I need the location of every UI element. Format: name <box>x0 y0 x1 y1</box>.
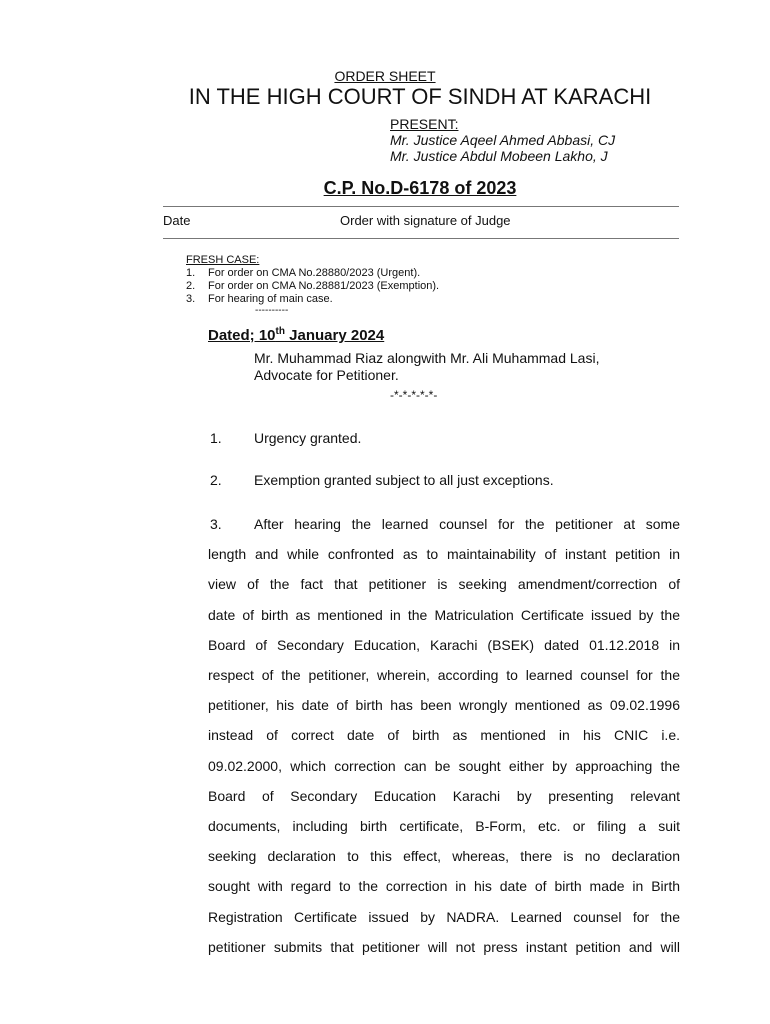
divider <box>163 232 679 239</box>
order-sheet-heading: ORDER SHEET <box>334 68 436 84</box>
body-line: Board of Secondary Education Karachi by presenting relevant <box>208 787 680 804</box>
body-line: instead of correct date of birth as mentioned in his CNIC i.e. <box>208 727 680 744</box>
separator: -*-*-*-*-*- <box>390 388 438 402</box>
item-number: 2. <box>186 280 196 292</box>
body-line: 09.02.2000, which correction can be sought either by approaching the <box>208 757 680 774</box>
item-text: For order on CMA No.28881/2023 (Exemption). <box>208 280 440 292</box>
fresh-case-label: FRESH CASE: <box>186 254 260 266</box>
paragraph-number: 1. <box>210 430 222 446</box>
fresh-case-block <box>186 254 439 306</box>
list-item <box>186 267 439 280</box>
body-line: petitioner, his date of birth has been wrongly mentioned as 09.02.1996 <box>208 697 680 714</box>
case-number: C.P. No.D-6178 of 2023 <box>323 178 517 198</box>
counsel-line: Mr. Muhammad Riaz alongwith Mr. Ali Muhammad Lasi, <box>254 350 600 366</box>
body-line: length and while confronted as to maintainability of instant petition in <box>208 546 680 563</box>
body-line: Board of Secondary Education, Karachi (BSEK) dated 01.12.2018 in <box>208 636 680 653</box>
paragraph-number: 3. <box>210 516 222 532</box>
order-column-header: Order with signature of Judge <box>340 213 511 228</box>
item-text: For order on CMA No.28880/2023 (Urgent). <box>208 267 421 279</box>
body-line: After hearing the learned counsel for the petitioner at some <box>254 516 680 532</box>
paragraph-number: 2. <box>210 472 222 488</box>
divider <box>163 200 679 207</box>
paragraph-text: Exemption granted subject to all just exceptions. <box>254 472 554 488</box>
body-line: documents, including birth certificate, B-Form, etc. or filing a suit <box>208 818 680 834</box>
body-line: petitioner submits that petitioner will not press instant petition and will <box>208 938 680 955</box>
date-suffix: January 2024 <box>284 327 385 344</box>
body-line: sought with regard to the correction in his date of birth made in Birth <box>208 878 680 895</box>
paragraph-text: Urgency granted. <box>254 430 362 446</box>
counsel-line: Advocate for Petitioner. <box>254 367 399 383</box>
item-number: 3. <box>186 293 196 305</box>
date-superscript: th <box>275 326 285 337</box>
judge-name: Mr. Justice Abdul Mobeen Lakho, J <box>390 148 608 164</box>
court-title: IN THE HIGH COURT OF SINDH AT KARACHI <box>188 84 652 109</box>
item-number: 1. <box>186 267 196 279</box>
date-column-header: Date <box>163 213 191 228</box>
separator: ---------- <box>255 305 289 316</box>
list-item <box>186 293 439 306</box>
body-line: Registration Certificate issued by NADRA. Learned counsel for the <box>208 908 680 925</box>
body-line: seeking declaration to this effect, whereas, there is no declaration <box>208 848 680 865</box>
item-text: For hearing of main case. <box>208 293 333 305</box>
order-date <box>208 326 384 344</box>
date-prefix: Dated; 10 <box>208 327 276 344</box>
body-line: view of the fact that petitioner is seeking amendment/correction of <box>208 576 680 593</box>
body-line: date of birth as mentioned in the Matriculation Certificate issued by the <box>208 606 680 623</box>
judge-name: Mr. Justice Aqeel Ahmed Abbasi, CJ <box>390 132 616 148</box>
body-line: respect of the petitioner, wherein, according to learned counsel for the <box>208 667 680 683</box>
counsel-appearance <box>254 350 599 384</box>
present-label: PRESENT: <box>390 116 459 132</box>
list-item <box>186 280 439 293</box>
